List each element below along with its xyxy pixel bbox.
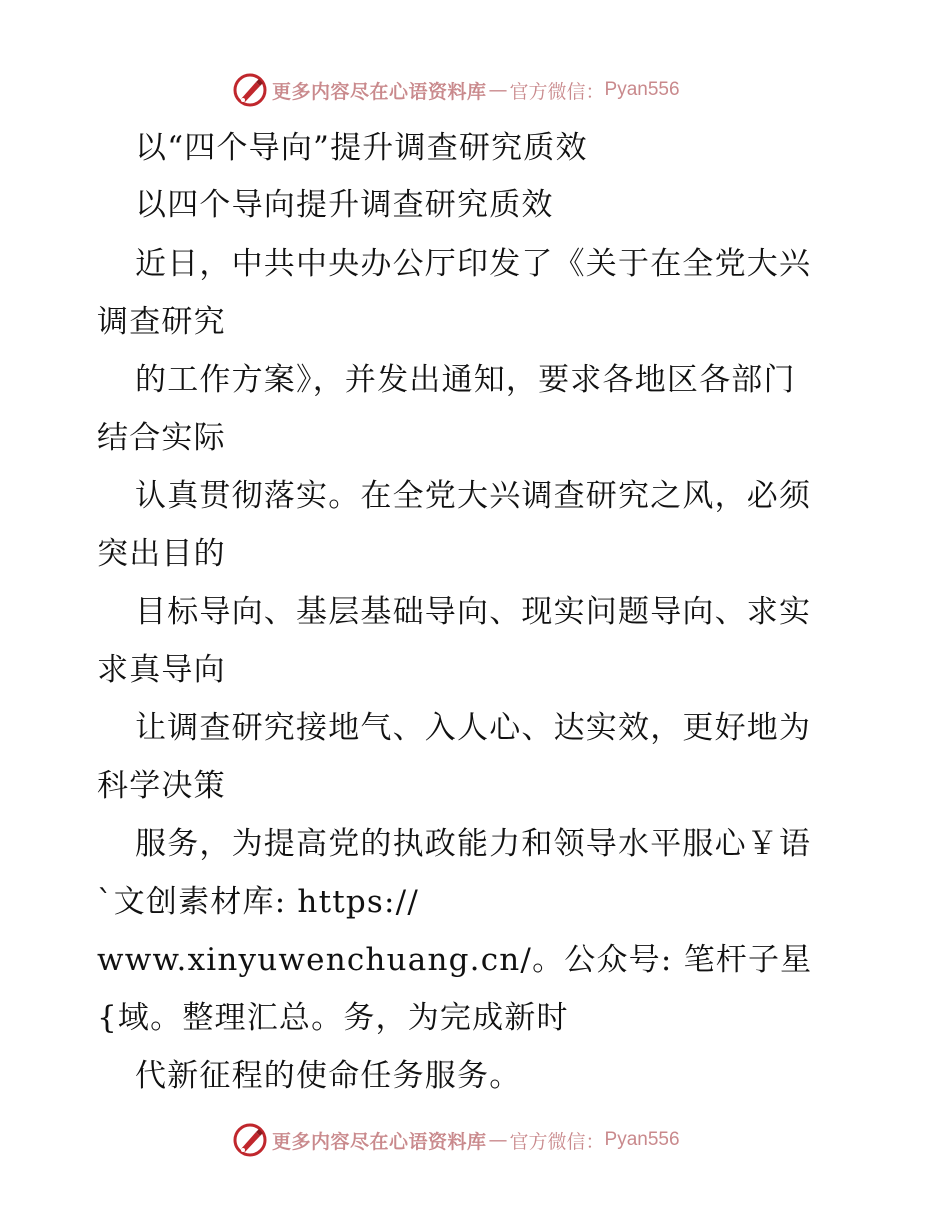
doc-paragraph-line: 求真导向 <box>97 652 226 688</box>
doc-paragraph-line: 让调查研究接地气、入人心、达实效，更好地为 <box>135 710 812 746</box>
banner-title: 更多内容尽在心语资料库 <box>272 80 487 103</box>
banner-title: 更多内容尽在心语资料库 <box>272 1130 487 1153</box>
doc-paragraph-line: `文创素材库: https:// <box>97 884 419 920</box>
pen-seal-logo-icon <box>232 72 268 108</box>
pen-seal-logo-icon <box>232 1122 268 1158</box>
header-watermark-banner <box>232 72 680 108</box>
footer-watermark-banner <box>232 1122 680 1158</box>
banner-separator: — <box>488 1129 508 1151</box>
doc-paragraph-line: 调查研究 <box>97 304 226 340</box>
banner-wechat-id: Pyan556 <box>604 79 680 100</box>
doc-paragraph-line: 结合实际 <box>97 420 226 456</box>
doc-subtitle: 以四个导向提升调查研究质效 <box>135 187 554 223</box>
banner-wechat-label: 官方微信： <box>509 80 605 103</box>
doc-paragraph-line: 近日，中共中央办公厅印发了《关于在全党大兴 <box>135 246 812 282</box>
doc-paragraph-line: www.xinyuwenchuang.cn/。公众号: 笔杆子星 <box>97 942 813 978</box>
banner-wechat-id: Pyan556 <box>604 1129 680 1150</box>
doc-paragraph-line: 的工作方案》，并发出通知，要求各地区各部门 <box>135 362 796 398</box>
doc-paragraph-line: 代新征程的使命任务服务。 <box>135 1058 522 1094</box>
doc-paragraph-line: 突出目的 <box>97 536 226 572</box>
doc-paragraph-line: 目标导向、基层基础导向、现实问题导向、求实 <box>135 594 812 630</box>
banner-separator: — <box>488 79 508 101</box>
doc-paragraph-line: 服务，为提高党的执政能力和领导水平服心￥语 <box>135 826 812 862</box>
doc-paragraph-line: 科学决策 <box>97 768 226 804</box>
doc-title: 以“四个导向”提升调查研究质效 <box>135 130 588 166</box>
doc-paragraph-line: {域。整理汇总。务，为完成新时 <box>97 1000 569 1036</box>
doc-paragraph-line: 认真贯彻落实。在全党大兴调查研究之风，必须 <box>135 478 812 514</box>
banner-wechat-label: 官方微信： <box>509 1130 605 1153</box>
